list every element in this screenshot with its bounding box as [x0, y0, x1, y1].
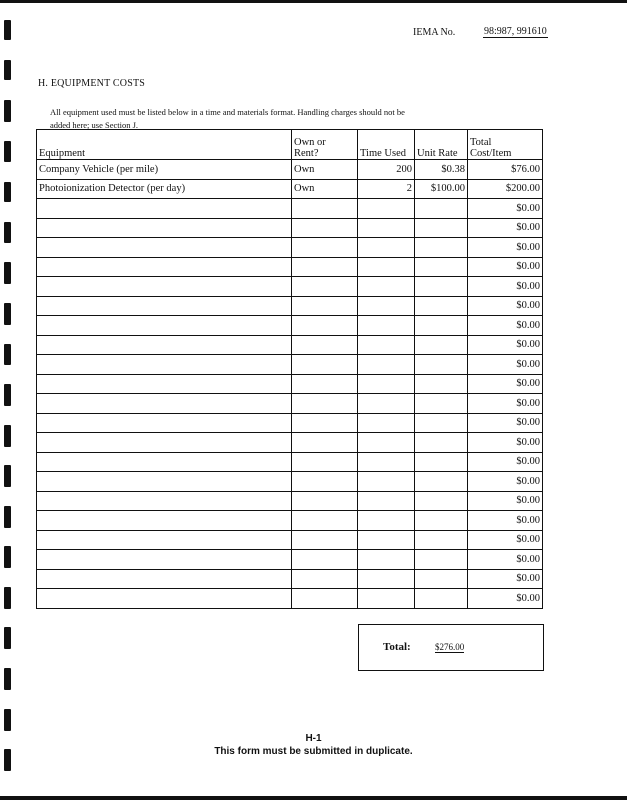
cell-own-rent	[292, 355, 358, 375]
cell-unit-rate	[415, 433, 468, 453]
total-value: $276.00	[435, 642, 465, 652]
iema-number-value: 98:987, 991610	[484, 26, 547, 37]
cell-own-rent	[292, 394, 358, 414]
cell-own-rent	[292, 550, 358, 570]
binder-punch-mark	[4, 668, 11, 690]
binder-punch-mark	[4, 627, 11, 649]
cell-equipment	[37, 374, 292, 394]
table-row	[37, 316, 543, 336]
cell-total-cost: $0.00	[468, 530, 543, 550]
binder-punch-mark	[4, 465, 11, 487]
cell-equipment	[37, 394, 292, 414]
cell-time-used	[358, 335, 415, 355]
cell-equipment	[37, 452, 292, 472]
cell-equipment	[37, 413, 292, 433]
cell-total-cost: $0.00	[468, 316, 543, 336]
cell-own-rent	[292, 413, 358, 433]
table-row	[37, 550, 543, 570]
cell-time-used	[358, 491, 415, 511]
cell-time-used	[358, 394, 415, 414]
cell-total-cost: $0.00	[468, 199, 543, 219]
table-row	[37, 296, 543, 316]
cell-equipment: Company Vehicle (per mile)	[37, 160, 292, 180]
table-row	[37, 199, 543, 219]
binder-punch-mark	[4, 303, 11, 325]
cell-own-rent	[292, 296, 358, 316]
cell-own-rent	[292, 491, 358, 511]
cell-own-rent	[292, 277, 358, 297]
table-row	[37, 569, 543, 589]
cell-unit-rate	[415, 316, 468, 336]
page-number: H-1	[305, 733, 322, 744]
cell-total-cost: $0.00	[468, 569, 543, 589]
cell-time-used	[358, 413, 415, 433]
cell-unit-rate	[415, 257, 468, 277]
cell-own-rent	[292, 238, 358, 258]
cell-total-cost: $0.00	[468, 413, 543, 433]
cell-time-used	[358, 374, 415, 394]
cell-time-used	[358, 452, 415, 472]
cell-own-rent	[292, 472, 358, 492]
binder-punch-mark	[4, 384, 11, 406]
cell-time-used	[358, 530, 415, 550]
cell-time-used	[358, 589, 415, 609]
cell-total-cost: $0.00	[468, 589, 543, 609]
cell-equipment	[37, 238, 292, 258]
binder-punch-mark	[4, 587, 11, 609]
cell-unit-rate: $0.38	[415, 160, 468, 180]
cell-unit-rate	[415, 530, 468, 550]
table-header-row	[37, 130, 543, 160]
binder-punch-mark	[4, 182, 11, 202]
binder-punch-mark	[4, 344, 11, 365]
cell-unit-rate	[415, 394, 468, 414]
table-row	[37, 491, 543, 511]
table-row	[37, 394, 543, 414]
cell-own-rent	[292, 569, 358, 589]
binder-punch-mark	[4, 709, 11, 731]
cell-unit-rate	[415, 491, 468, 511]
table-row	[37, 238, 543, 258]
cell-unit-rate	[415, 511, 468, 531]
cell-time-used	[358, 355, 415, 375]
cell-time-used	[358, 569, 415, 589]
cell-equipment	[37, 277, 292, 297]
cell-time-used	[358, 433, 415, 453]
cell-time-used	[358, 511, 415, 531]
cell-own-rent	[292, 257, 358, 277]
cell-unit-rate: $100.00	[415, 179, 468, 199]
cell-total-cost: $0.00	[468, 374, 543, 394]
table-row	[37, 355, 543, 375]
table-row	[37, 472, 543, 492]
table-row	[37, 589, 543, 609]
total-label: Total:	[383, 641, 411, 653]
cell-time-used	[358, 277, 415, 297]
cell-total-cost: $0.00	[468, 511, 543, 531]
cell-equipment	[37, 589, 292, 609]
cell-time-used	[358, 316, 415, 336]
cell-equipment	[37, 550, 292, 570]
cell-equipment	[37, 335, 292, 355]
cell-time-used	[358, 296, 415, 316]
instructions-line-1: All equipment used must be listed below in a time and materials format. Handling charges should not be	[50, 107, 405, 117]
col-header-own-rent: Own or Rent?	[292, 130, 358, 160]
cell-total-cost: $0.00	[468, 491, 543, 511]
cell-total-cost: $0.00	[468, 257, 543, 277]
cell-total-cost: $0.00	[468, 238, 543, 258]
cell-own-rent	[292, 530, 358, 550]
cell-unit-rate	[415, 277, 468, 297]
col-header-total-cost: Total Cost/Item	[468, 130, 543, 160]
binder-punch-mark	[4, 20, 11, 40]
cell-equipment	[37, 199, 292, 219]
binder-punch-mark	[4, 141, 11, 162]
footer-note: This form must be submitted in duplicate.	[214, 746, 413, 757]
cell-time-used	[358, 257, 415, 277]
cell-own-rent	[292, 511, 358, 531]
cell-equipment	[37, 296, 292, 316]
table-row	[37, 452, 543, 472]
cell-total-cost: $0.00	[468, 335, 543, 355]
binder-punch-mark	[4, 506, 11, 528]
cell-time-used	[358, 550, 415, 570]
cell-unit-rate	[415, 569, 468, 589]
table-row	[37, 277, 543, 297]
cell-own-rent: Own	[292, 160, 358, 180]
cell-equipment	[37, 472, 292, 492]
cell-total-cost: $200.00	[468, 179, 543, 199]
table-row	[37, 413, 543, 433]
cell-time-used	[358, 199, 415, 219]
cell-own-rent	[292, 374, 358, 394]
cell-unit-rate	[415, 550, 468, 570]
cell-unit-rate	[415, 199, 468, 219]
table-row	[37, 511, 543, 531]
page-top-edge	[0, 0, 627, 3]
cell-unit-rate	[415, 238, 468, 258]
cell-unit-rate	[415, 413, 468, 433]
cell-own-rent	[292, 589, 358, 609]
cell-unit-rate	[415, 218, 468, 238]
table-row	[37, 160, 543, 180]
binder-punch-mark	[4, 60, 11, 80]
cell-own-rent	[292, 452, 358, 472]
page-bottom-edge	[0, 796, 627, 800]
equipment-cost-table	[36, 129, 543, 609]
iema-number-label: IEMA No.	[413, 27, 456, 38]
cell-equipment: Photoionization Detector (per day)	[37, 179, 292, 199]
cell-time-used: 2	[358, 179, 415, 199]
col-header-equipment: Equipment	[37, 130, 292, 160]
cell-unit-rate	[415, 335, 468, 355]
cell-unit-rate	[415, 296, 468, 316]
cell-own-rent	[292, 199, 358, 219]
col-header-unit-rate: Unit Rate	[415, 130, 468, 160]
cell-total-cost: $0.00	[468, 218, 543, 238]
cell-own-rent	[292, 218, 358, 238]
binder-punch-mark	[4, 262, 11, 284]
cell-equipment	[37, 491, 292, 511]
cell-unit-rate	[415, 374, 468, 394]
cell-equipment	[37, 569, 292, 589]
cell-time-used: 200	[358, 160, 415, 180]
cell-equipment	[37, 316, 292, 336]
table-row	[37, 179, 543, 199]
table-row	[37, 257, 543, 277]
cell-total-cost: $0.00	[468, 550, 543, 570]
cell-total-cost: $0.00	[468, 355, 543, 375]
cell-unit-rate	[415, 355, 468, 375]
cell-time-used	[358, 472, 415, 492]
cell-time-used	[358, 218, 415, 238]
table-row	[37, 374, 543, 394]
cell-time-used	[358, 238, 415, 258]
cell-total-cost: $0.00	[468, 277, 543, 297]
section-title: H. EQUIPMENT COSTS	[38, 78, 146, 89]
cell-equipment	[37, 257, 292, 277]
binder-punch-mark	[4, 425, 11, 447]
col-header-time-used: Time Used	[358, 130, 415, 160]
cell-equipment	[37, 433, 292, 453]
cell-total-cost: $76.00	[468, 160, 543, 180]
cell-equipment	[37, 355, 292, 375]
total-box	[358, 624, 544, 671]
cell-total-cost: $0.00	[468, 452, 543, 472]
cell-own-rent	[292, 316, 358, 336]
cell-unit-rate	[415, 452, 468, 472]
cell-total-cost: $0.00	[468, 472, 543, 492]
cell-own-rent: Own	[292, 179, 358, 199]
cell-total-cost: $0.00	[468, 433, 543, 453]
cell-equipment	[37, 218, 292, 238]
binder-punch-mark	[4, 222, 11, 243]
cell-equipment	[37, 530, 292, 550]
table-row	[37, 530, 543, 550]
cell-unit-rate	[415, 589, 468, 609]
cell-total-cost: $0.00	[468, 296, 543, 316]
cell-unit-rate	[415, 472, 468, 492]
table-row	[37, 218, 543, 238]
binder-punch-mark	[4, 546, 11, 568]
binder-punch-mark	[4, 100, 11, 122]
instructions-line-2: added here; use Section J.	[50, 120, 139, 130]
table-row	[37, 433, 543, 453]
cell-equipment	[37, 511, 292, 531]
cell-total-cost: $0.00	[468, 394, 543, 414]
cell-own-rent	[292, 433, 358, 453]
cell-own-rent	[292, 335, 358, 355]
table-row	[37, 335, 543, 355]
